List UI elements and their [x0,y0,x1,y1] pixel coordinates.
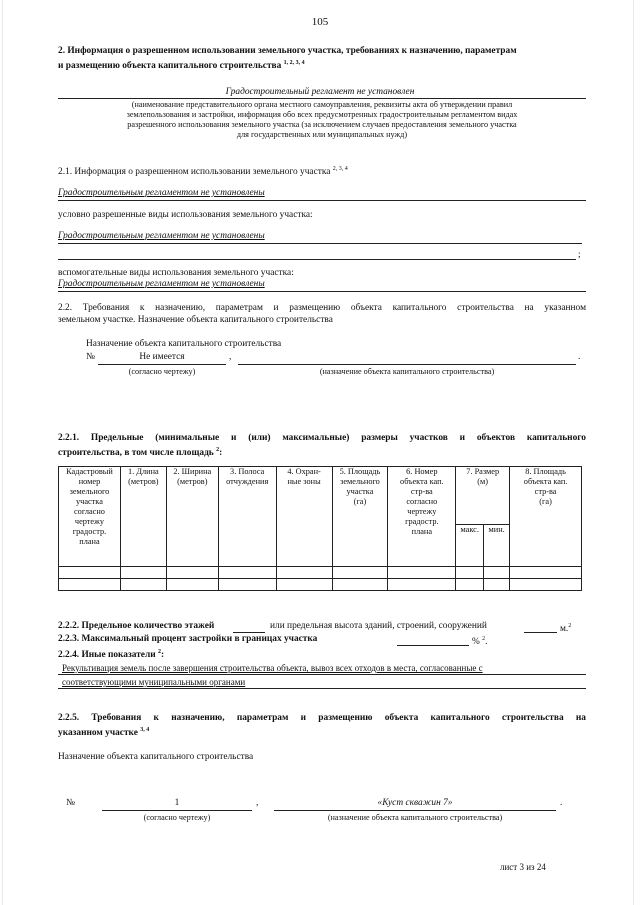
regulation-value: Градостроительный регламент не установлен [225,87,415,97]
s22-no-label: № [86,352,95,362]
s224-label: 2.2.4. Иные показатели $^2$: [58,649,165,661]
col-header-size: 7. Размер (м) [456,467,510,525]
s224-value-line2: соответствующими муниципальными органами [62,677,246,687]
col-header-object-area: 8. Площадь объекта кап. стр-ва (га) [510,467,582,567]
s224-line1 [58,674,586,675]
page-number: 105 [311,16,329,28]
s225-no-value: 1 [174,798,180,808]
s21-main-value: Градостроительным регламентом не установлены [58,188,265,198]
s225-dot: . [560,798,563,808]
s22-purpose-label: Назначение объекта капитального строительства [86,339,282,349]
col-header-length: 1. Длина (метров) [120,467,166,567]
col-header-object-number: 6. Номер объекта кап. стр-ва согласно чертежу градостр. плана [388,467,456,567]
page-edge-right [633,0,634,905]
s225-line1: 2.2.5. Требования к назначению, параметрам и размещению объекта капитального строительства на [58,713,586,723]
col-header-cadastral: Кадастровый номер земельного участка согласно чертежу градостр. плана [59,467,121,567]
section2-title-line1: 2. Информация о разрешенном использовании земельного участка, требованиях к назначению, параметрам [58,46,517,56]
s221-line1: 2.2.1. Предельные (минимальные и (или) максимальные) размеры участков и объектов капитального [58,433,586,443]
regulation-caption: (наименование представительного органа местного самоуправления, реквизиты акта об утверждении правил землепользования и застройки, информация обо всех предусмотренных градостроительным регламентом видах разрешенного использования земельного участка (за исключением случаев предоставления земельного участка для государственных или муниципальных нужд) [126,100,518,139]
table-row [59,579,582,591]
s22-line1: 2.2. Требования к назначению, параметрам и размещению объекта капитального строительства на указанном [58,303,586,313]
s225-purpose-line [274,810,556,811]
table-row [59,567,582,579]
regulation-line [58,98,586,99]
s22-dot: . [578,352,581,362]
s221-line2: строительства, в том числе площадь $^2$: [58,447,223,459]
s22-purpose-line [238,364,576,365]
s21-conditional-line1 [58,243,582,244]
s224-value-line1: Рекультивация земель после завершения строительства объекта, вывоз всех отходов в места, согласованные с [62,663,483,673]
s21-auxiliary-line [58,291,586,292]
col-header-size-min: мин. [484,525,510,567]
col-header-alienation-strip: 3. Полоса отчуждения [218,467,276,567]
s223-label: 2.2.3. Максимальный процент застройки в границах участка [58,634,318,644]
s222-label: 2.2.2. Предельное количество этажей [58,621,215,631]
s223-line [397,645,469,646]
s21-auxiliary-label: вспомогательные виды использования земельного участка: [58,268,294,278]
s21-title: 2.1. Информация о разрешенном использовании земельного участка $^{2, 3, 4}$ [58,166,348,178]
sheet-counter: лист 3 из 24 [500,862,546,872]
col-header-width: 2. Ширина (метров) [166,467,218,567]
parameters-table [58,466,582,591]
s22-caption-drawing: (согласно чертежу) [128,367,196,376]
col-header-protection-zones: 4. Охран- ные зоны [276,467,332,567]
s222-floors-line [233,632,265,633]
s225-line2: указанном участке $^{3, 4}$ [58,727,150,739]
s22-no-line [98,364,226,365]
s21-semicolon: ; [578,250,581,260]
s224-line2 [58,688,586,689]
s21-conditional-line2 [58,259,576,260]
s225-purpose-label: Назначение объекта капитального строительства [58,752,254,762]
s225-comma: , [256,798,259,808]
s225-caption-purpose: (назначение объекта капитального строительства) [327,813,503,822]
s222-height-line [524,632,557,633]
section2-title-line2: и размещению объекта капитального строительства $^{1, 2, 3, 4}$ [58,60,305,72]
s222-unit: м.$^2$ [560,623,572,635]
s225-no-line [102,810,252,811]
s21-conditional-label: условно разрешенные виды использования земельного участка: [58,210,313,220]
s225-purpose-value: «Куст скважин 7» [377,798,453,808]
col-header-plot-area: 5. Площадь земельного участка (га) [332,467,388,567]
col-header-size-max: макс. [456,525,484,567]
s22-comma: , [229,352,232,362]
s22-caption-purpose: (назначение объекта капитального строительства) [319,367,495,376]
page-edge-left [2,0,3,905]
s225-no-label: № [66,798,75,808]
s222-mid: или предельная высота зданий, строений, сооружений [270,621,487,631]
s21-auxiliary-value: Градостроительным регламентом не установлены [58,279,265,289]
s225-caption-drawing: (согласно чертежу) [143,813,211,822]
s22-line2: земельном участке. Назначение объекта капитального строительства [58,315,333,325]
s223-unit: % $^2$. [472,636,488,648]
s21-main-line [58,200,586,201]
s21-conditional-value: Градостроительным регламентом не установлены [58,231,265,241]
s22-no-value: Не имеется [139,352,185,362]
